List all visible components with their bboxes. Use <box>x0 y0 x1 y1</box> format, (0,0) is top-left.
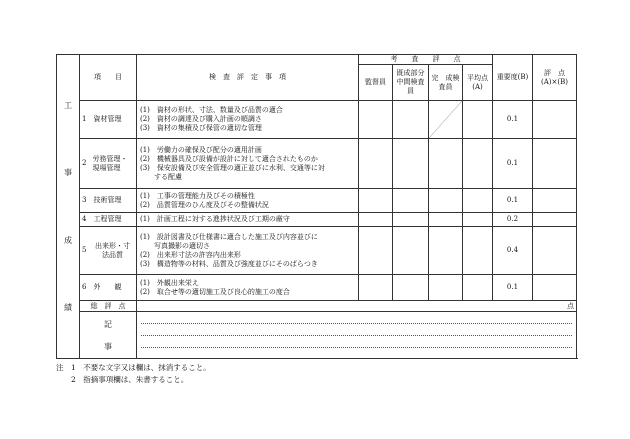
header-completion-inspector: 完 成検査員 <box>429 65 463 101</box>
inspection-score-sheet <box>56 54 576 359</box>
row-items <box>137 101 359 139</box>
score-cell <box>533 213 577 227</box>
construction-side-label <box>57 55 80 359</box>
row-number: 1 <box>82 115 87 123</box>
criteria-line: (3) 保安設備及び安全管理の適正並びに水利、交通等に対 <box>140 163 325 172</box>
weight-value: 0.1 <box>493 139 533 189</box>
total-row <box>57 301 577 312</box>
interim-cell <box>393 101 429 139</box>
average-cell <box>463 275 493 301</box>
average-cell <box>463 139 493 189</box>
criteria-line: (2) 品質管理のひん度及びその整備状況 <box>140 200 269 209</box>
row-items <box>137 275 359 301</box>
table-row <box>57 275 577 301</box>
score-cell <box>533 139 577 189</box>
side-char: 記 <box>104 319 112 329</box>
row-items <box>137 189 359 213</box>
row-number: 4 <box>82 215 87 223</box>
score-table <box>56 54 577 359</box>
supervisor-cell <box>359 101 393 139</box>
notes-line <box>141 324 572 336</box>
completion-cell <box>429 139 463 189</box>
criteria-line: (2) 出来形寸法の許容内出来形 <box>140 250 241 259</box>
row-name <box>80 101 137 139</box>
average-cell <box>463 189 493 213</box>
notes-area[interactable] <box>137 312 577 359</box>
header-criteria: 検 査 評 定 事 項 <box>137 55 359 101</box>
side-char: 績 <box>64 303 72 313</box>
row-name <box>80 189 137 213</box>
row-label: 技術管理 <box>93 196 122 204</box>
supervisor-cell <box>359 189 393 213</box>
supervisor-cell <box>359 139 393 189</box>
strike-line <box>429 101 462 138</box>
row-label: 労務管理・現場管理 <box>92 154 128 172</box>
average-cell <box>463 227 493 275</box>
footnote: 注 1 不要な文字又は欄は、抹消すること。 <box>56 363 211 372</box>
total-label: 総 評 点 <box>80 301 137 312</box>
score-cell <box>533 227 577 275</box>
interim-cell <box>393 139 429 189</box>
table-row <box>57 227 577 275</box>
row-label: 外 観 <box>93 283 122 291</box>
header-weight: 重要度(B) <box>493 55 533 101</box>
criteria-line: (3) 資材の集積及び保管の適切な管理 <box>140 124 262 132</box>
weight-value: 0.1 <box>493 101 533 139</box>
interim-cell <box>393 227 429 275</box>
criteria-line: 写真撮影の適切さ <box>140 241 210 250</box>
row-number: 6 <box>82 283 87 291</box>
row-items <box>137 213 359 227</box>
notes-line <box>141 312 572 324</box>
side-char: 成 <box>64 235 72 245</box>
completion-cell-struck <box>429 101 463 139</box>
header-average: 平均点(A) <box>463 65 493 101</box>
completion-cell <box>429 227 463 275</box>
table-row <box>57 189 577 213</box>
row-name <box>80 227 137 275</box>
supervisor-cell <box>359 275 393 301</box>
criteria-line: (1) 設計図書及び仕様書に適合した施工及び内容並びに <box>140 232 318 241</box>
row-number: 5 <box>82 246 87 254</box>
header-score: 評 点(A)×(B) <box>533 55 577 101</box>
total-unit: 点 <box>567 301 574 310</box>
completion-cell <box>429 275 463 301</box>
side-char: 工 <box>64 100 72 110</box>
side-char: 事 <box>64 168 72 178</box>
footnotes <box>56 362 211 386</box>
criteria-line: (1) 資材の形状、寸法、数量及び品質の適合 <box>140 106 283 114</box>
row-number: 2 <box>82 159 87 167</box>
criteria-line: (1) 計画工程に対する進捗状況及び工期の厳守 <box>140 215 290 223</box>
table-row <box>57 139 577 189</box>
row-items <box>137 139 359 189</box>
row-number: 3 <box>82 196 87 204</box>
header-interim-inspector: 既成部分中間検査員 <box>393 65 429 101</box>
criteria-line: (1) 労働力の確保及び配分の適用計画 <box>140 145 262 154</box>
header-evaluation: 考 査 評 点 <box>359 55 493 65</box>
row-name <box>80 213 137 227</box>
criteria-line: (1) 工事の管理能力及びその積極性 <box>140 191 255 200</box>
row-items <box>137 227 359 275</box>
interim-cell <box>393 189 429 213</box>
criteria-line: (2) 資材の調達及び購入計画の順調さ <box>140 115 262 123</box>
average-cell <box>463 101 493 139</box>
weight-value: 0.4 <box>493 227 533 275</box>
header-supervisor: 監督員 <box>359 65 393 101</box>
interim-cell <box>393 275 429 301</box>
criteria-line: (2) 機械器具及び設備が設計に対して適合されたものか <box>140 154 318 163</box>
table-row <box>57 213 577 227</box>
row-label: 工程管理 <box>93 215 122 223</box>
criteria-line: する配慮 <box>140 172 182 181</box>
score-cell <box>533 101 577 139</box>
row-name <box>80 139 137 189</box>
interim-cell <box>393 213 429 227</box>
criteria-line: (2) 取合せ等の適切施工及び良心的施工の度合 <box>140 287 290 296</box>
criteria-line: (1) 外観出来栄え <box>140 278 199 287</box>
weight-value: 0.1 <box>493 189 533 213</box>
notes-side-label <box>80 312 137 359</box>
notes-line <box>141 336 572 348</box>
score-cell <box>533 275 577 301</box>
criteria-line: (3) 構造物等の材料、品質及び強度並びにそのばらつき <box>140 259 318 268</box>
supervisor-cell <box>359 227 393 275</box>
total-value <box>137 301 577 312</box>
completion-cell <box>429 213 463 227</box>
completion-cell <box>429 189 463 213</box>
row-label: 資材管理 <box>93 115 122 123</box>
row-label: 出来形・寸法品質 <box>94 241 130 259</box>
table-row <box>57 101 577 139</box>
weight-value: 0.1 <box>493 275 533 301</box>
footnote: 2 指摘事項欄は、朱書すること。 <box>56 375 189 384</box>
header-item: 項 目 <box>80 55 137 101</box>
notes-row <box>57 312 577 359</box>
score-cell <box>533 189 577 213</box>
weight-value: 0.2 <box>493 213 533 227</box>
average-cell <box>463 213 493 227</box>
supervisor-cell <box>359 213 393 227</box>
row-name <box>80 275 137 301</box>
side-char: 事 <box>104 341 112 351</box>
